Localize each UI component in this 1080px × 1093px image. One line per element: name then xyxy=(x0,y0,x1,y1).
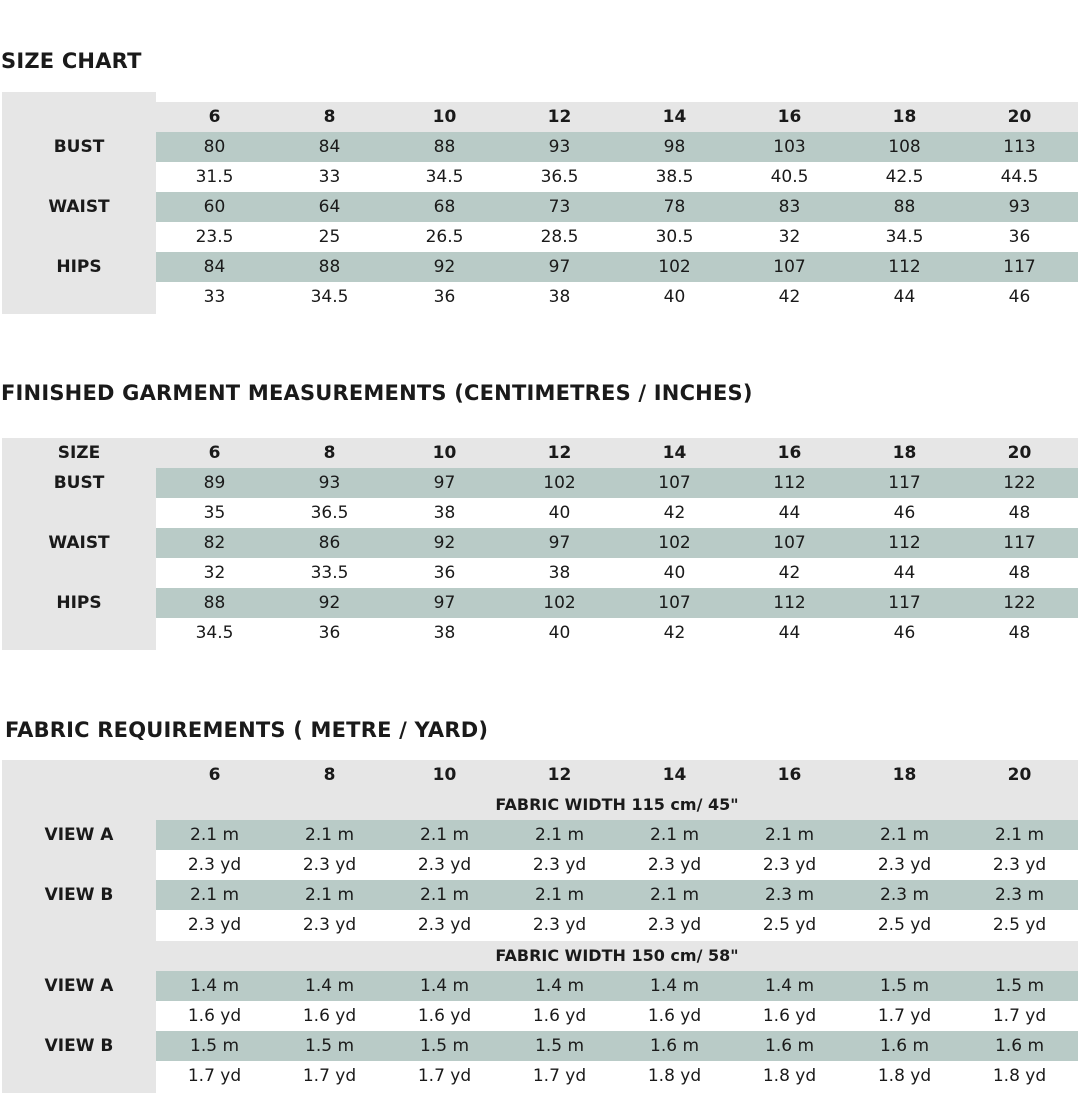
table-cell: 2.3 m xyxy=(995,885,1044,905)
table-cell: 88 xyxy=(203,593,226,613)
size-header: 20 xyxy=(1007,107,1032,127)
table-cell: 1.8 yd xyxy=(647,1066,702,1086)
table-cell: 2.1 m xyxy=(535,825,584,845)
table-cell: 1.6 yd xyxy=(532,1006,587,1026)
size-header: 16 xyxy=(777,443,802,463)
table-cell: 64 xyxy=(318,197,341,217)
table-cell: 33 xyxy=(318,167,341,187)
table-cell: 82 xyxy=(203,533,226,553)
table-row xyxy=(2,941,1078,971)
table-cell: 48 xyxy=(1008,563,1031,583)
table-cell: 2.1 m xyxy=(765,825,814,845)
row-label: SIZE xyxy=(57,443,101,463)
table-cell: 86 xyxy=(318,533,341,553)
table-cell: 93 xyxy=(318,473,341,493)
table-cell: 112 xyxy=(773,473,806,493)
table-cell: 2.1 m xyxy=(190,885,239,905)
table-cell: 92 xyxy=(433,257,456,277)
size-header: 6 xyxy=(208,107,221,127)
table-cell: 34.5 xyxy=(885,227,924,247)
table-cell: 88 xyxy=(433,137,456,157)
header-row xyxy=(2,760,1078,790)
table-cell: 2.3 yd xyxy=(877,855,932,875)
table-row xyxy=(2,1031,1078,1061)
table-cell: 42 xyxy=(778,563,801,583)
table-cell: 2.3 yd xyxy=(187,855,242,875)
table-cell: 97 xyxy=(433,593,456,613)
table-cell: 38.5 xyxy=(655,167,694,187)
size-header: 12 xyxy=(547,107,572,127)
table-cell: 1.6 m xyxy=(995,1036,1044,1056)
table-cell: 1.6 m xyxy=(650,1036,699,1056)
table-cell: 107 xyxy=(658,593,691,613)
table-cell: 108 xyxy=(888,137,921,157)
table-cell: 2.3 yd xyxy=(302,855,357,875)
size-header: 12 xyxy=(547,443,572,463)
table-row xyxy=(2,192,1078,222)
table-cell: 40.5 xyxy=(770,167,809,187)
table-cell: 44 xyxy=(893,287,916,307)
table-cell: 102 xyxy=(543,473,576,493)
table-row xyxy=(2,880,1078,910)
table-cell: 2.3 yd xyxy=(302,915,357,935)
size-header: 14 xyxy=(662,443,687,463)
table-cell: 2.1 m xyxy=(535,885,584,905)
table-cell: 2.3 m xyxy=(765,885,814,905)
table-cell: 93 xyxy=(548,137,571,157)
size-header: 14 xyxy=(662,765,687,785)
table-cell: 42 xyxy=(663,623,686,643)
table-cell: 36.5 xyxy=(310,503,349,523)
table-cell: 84 xyxy=(318,137,341,157)
table-cell: 33 xyxy=(203,287,226,307)
table-cell: 44 xyxy=(778,623,801,643)
table-cell: 36.5 xyxy=(540,167,579,187)
table-cell: 38 xyxy=(433,503,456,523)
table-cell: 1.4 m xyxy=(305,976,354,996)
table-cell: 68 xyxy=(433,197,456,217)
table-cell: 73 xyxy=(548,197,571,217)
table-cell: 107 xyxy=(773,257,806,277)
table-row xyxy=(2,790,1078,820)
size-header: 10 xyxy=(432,107,457,127)
fabric-width-label: FABRIC WIDTH 115 cm/ 45" xyxy=(495,795,739,814)
table-cell: 31.5 xyxy=(195,167,234,187)
table-cell: 103 xyxy=(773,137,806,157)
size-header: 8 xyxy=(323,443,336,463)
table-cell: 1.6 yd xyxy=(302,1006,357,1026)
table-row xyxy=(2,850,1078,880)
size-header: 10 xyxy=(432,765,457,785)
table-cell: 36 xyxy=(318,623,341,643)
table-cell: 35 xyxy=(203,503,226,523)
table-cell: 2.1 m xyxy=(880,825,929,845)
finished-measurements-table xyxy=(2,438,1078,650)
finished-measurements-title: FINISHED GARMENT MEASUREMENTS (CENTIMETRES / INCHES) xyxy=(1,381,753,405)
table-cell: 1.5 m xyxy=(305,1036,354,1056)
table-cell: 1.5 m xyxy=(190,1036,239,1056)
table-row xyxy=(2,558,1078,588)
size-header: 18 xyxy=(892,765,917,785)
table-cell: 2.1 m xyxy=(420,885,469,905)
table-cell: 2.1 m xyxy=(420,825,469,845)
size-header: 18 xyxy=(892,443,917,463)
table-cell: 1.7 yd xyxy=(992,1006,1047,1026)
size-header: 10 xyxy=(432,443,457,463)
size-header: 14 xyxy=(662,107,687,127)
row-label: BUST xyxy=(53,137,105,157)
table-cell: 42.5 xyxy=(885,167,924,187)
table-cell: 33.5 xyxy=(310,563,349,583)
size-header: 8 xyxy=(323,107,336,127)
table-cell: 83 xyxy=(778,197,801,217)
table-cell: 2.3 yd xyxy=(417,915,472,935)
table-cell: 40 xyxy=(548,623,571,643)
table-cell: 1.5 m xyxy=(420,1036,469,1056)
table-cell: 89 xyxy=(203,473,226,493)
table-cell: 117 xyxy=(1003,533,1036,553)
size-header: 8 xyxy=(323,765,336,785)
table-cell: 34.5 xyxy=(425,167,464,187)
table-cell: 42 xyxy=(663,503,686,523)
row-label: WAIST xyxy=(48,197,110,217)
table-cell: 102 xyxy=(658,257,691,277)
size-header: 16 xyxy=(777,107,802,127)
table-cell: 2.5 yd xyxy=(762,915,817,935)
table-cell: 122 xyxy=(1003,593,1036,613)
table-cell: 113 xyxy=(1003,137,1036,157)
row-label: HIPS xyxy=(56,257,102,277)
table-cell: 2.3 m xyxy=(880,885,929,905)
table-cell: 1.6 yd xyxy=(417,1006,472,1026)
table-cell: 1.7 yd xyxy=(417,1066,472,1086)
table-row xyxy=(2,618,1078,648)
table-cell: 46 xyxy=(1008,287,1031,307)
table-cell: 36 xyxy=(433,563,456,583)
table-cell: 1.6 yd xyxy=(762,1006,817,1026)
table-cell: 1.5 m xyxy=(880,976,929,996)
table-cell: 1.5 m xyxy=(535,1036,584,1056)
size-header: 20 xyxy=(1007,765,1032,785)
table-cell: 88 xyxy=(318,257,341,277)
table-cell: 60 xyxy=(203,197,226,217)
table-cell: 97 xyxy=(548,533,571,553)
table-cell: 112 xyxy=(888,257,921,277)
table-cell: 42 xyxy=(778,287,801,307)
table-cell: 26.5 xyxy=(425,227,464,247)
row-label: VIEW A xyxy=(44,976,114,996)
table-cell: 2.3 yd xyxy=(187,915,242,935)
row-label: VIEW B xyxy=(44,885,114,905)
size-header: 18 xyxy=(892,107,917,127)
table-cell: 1.4 m xyxy=(190,976,239,996)
table-cell: 1.6 m xyxy=(765,1036,814,1056)
table-cell: 28.5 xyxy=(540,227,579,247)
table-cell: 117 xyxy=(1003,257,1036,277)
table-cell: 2.5 yd xyxy=(992,915,1047,935)
table-cell: 92 xyxy=(318,593,341,613)
table-cell: 2.1 m xyxy=(305,885,354,905)
table-cell: 1.4 m xyxy=(535,976,584,996)
table-cell: 2.3 yd xyxy=(647,915,702,935)
size-header: 20 xyxy=(1007,443,1032,463)
table-cell: 1.4 m xyxy=(650,976,699,996)
header-row xyxy=(2,102,1078,132)
table-cell: 98 xyxy=(663,137,686,157)
table-cell: 1.7 yd xyxy=(187,1066,242,1086)
row-label: BUST xyxy=(53,473,105,493)
header-row xyxy=(2,438,1078,468)
table-cell: 32 xyxy=(778,227,801,247)
table-cell: 84 xyxy=(203,257,226,277)
table-cell: 2.1 m xyxy=(995,825,1044,845)
table-cell: 102 xyxy=(658,533,691,553)
size-header: 16 xyxy=(777,765,802,785)
table-cell: 1.7 yd xyxy=(532,1066,587,1086)
table-cell: 46 xyxy=(893,503,916,523)
table-cell: 48 xyxy=(1008,623,1031,643)
table-cell: 46 xyxy=(893,623,916,643)
table-cell: 1.8 yd xyxy=(877,1066,932,1086)
table-cell: 2.1 m xyxy=(305,825,354,845)
table-row xyxy=(2,528,1078,558)
table-cell: 1.4 m xyxy=(765,976,814,996)
table-cell: 117 xyxy=(888,473,921,493)
table-row xyxy=(2,588,1078,618)
table-cell: 78 xyxy=(663,197,686,217)
table-cell: 80 xyxy=(203,137,226,157)
table-cell: 97 xyxy=(548,257,571,277)
table-cell: 25 xyxy=(318,227,341,247)
table-cell: 1.7 yd xyxy=(877,1006,932,1026)
table-cell: 2.3 yd xyxy=(532,915,587,935)
table-cell: 88 xyxy=(893,197,916,217)
fabric-requirements-table xyxy=(2,760,1078,1093)
table-cell: 102 xyxy=(543,593,576,613)
table-cell: 92 xyxy=(433,533,456,553)
table-row xyxy=(2,820,1078,850)
table-cell: 2.3 yd xyxy=(762,855,817,875)
table-cell: 44 xyxy=(778,503,801,523)
size-header: 12 xyxy=(547,765,572,785)
table-cell: 44.5 xyxy=(1000,167,1039,187)
table-cell: 1.4 m xyxy=(420,976,469,996)
table-cell: 1.8 yd xyxy=(762,1066,817,1086)
table-row xyxy=(2,132,1078,162)
table-cell: 40 xyxy=(548,503,571,523)
table-cell: 117 xyxy=(888,593,921,613)
table-cell: 34.5 xyxy=(310,287,349,307)
table-cell: 112 xyxy=(773,593,806,613)
table-cell: 2.3 yd xyxy=(647,855,702,875)
table-cell: 1.6 yd xyxy=(187,1006,242,1026)
table-cell: 2.1 m xyxy=(650,885,699,905)
table-cell: 1.7 yd xyxy=(302,1066,357,1086)
size-chart-table xyxy=(2,92,1078,314)
table-cell: 2.1 m xyxy=(190,825,239,845)
table-cell: 2.3 yd xyxy=(992,855,1047,875)
table-cell: 44 xyxy=(893,563,916,583)
table-cell: 1.6 yd xyxy=(647,1006,702,1026)
row-label: VIEW A xyxy=(44,825,114,845)
table-cell: 40 xyxy=(663,563,686,583)
size-header: 6 xyxy=(208,443,221,463)
table-row xyxy=(2,252,1078,282)
row-label: HIPS xyxy=(56,593,102,613)
table-cell: 97 xyxy=(433,473,456,493)
table-cell: 1.6 m xyxy=(880,1036,929,1056)
table-row xyxy=(2,971,1078,1001)
table-cell: 2.1 m xyxy=(650,825,699,845)
table-cell: 107 xyxy=(773,533,806,553)
table-row xyxy=(2,468,1078,498)
table-cell: 38 xyxy=(433,623,456,643)
table-cell: 23.5 xyxy=(195,227,234,247)
table-cell: 38 xyxy=(548,287,571,307)
table-cell: 38 xyxy=(548,563,571,583)
table-cell: 30.5 xyxy=(655,227,694,247)
table-cell: 93 xyxy=(1008,197,1031,217)
table-row xyxy=(2,910,1078,940)
size-header: 6 xyxy=(208,765,221,785)
table-cell: 1.5 m xyxy=(995,976,1044,996)
table-row xyxy=(2,498,1078,528)
table-cell: 36 xyxy=(433,287,456,307)
table-cell: 107 xyxy=(658,473,691,493)
table-row xyxy=(2,1001,1078,1031)
row-label: WAIST xyxy=(48,533,110,553)
table-cell: 112 xyxy=(888,533,921,553)
row-label: VIEW B xyxy=(44,1036,114,1056)
fabric-width-label: FABRIC WIDTH 150 cm/ 58" xyxy=(495,946,739,965)
table-cell: 1.8 yd xyxy=(992,1066,1047,1086)
table-cell: 2.5 yd xyxy=(877,915,932,935)
table-cell: 122 xyxy=(1003,473,1036,493)
size-chart-title: SIZE CHART xyxy=(1,49,142,73)
table-cell: 40 xyxy=(663,287,686,307)
table-row xyxy=(2,162,1078,192)
table-row xyxy=(2,222,1078,252)
table-cell: 2.3 yd xyxy=(417,855,472,875)
table-cell: 32 xyxy=(203,563,226,583)
table-row xyxy=(2,282,1078,312)
table-cell: 36 xyxy=(1008,227,1031,247)
table-cell: 2.3 yd xyxy=(532,855,587,875)
table-row xyxy=(2,1061,1078,1091)
fabric-requirements-title: FABRIC REQUIREMENTS ( METRE / YARD) xyxy=(5,718,489,742)
table-cell: 48 xyxy=(1008,503,1031,523)
table-cell: 34.5 xyxy=(195,623,234,643)
